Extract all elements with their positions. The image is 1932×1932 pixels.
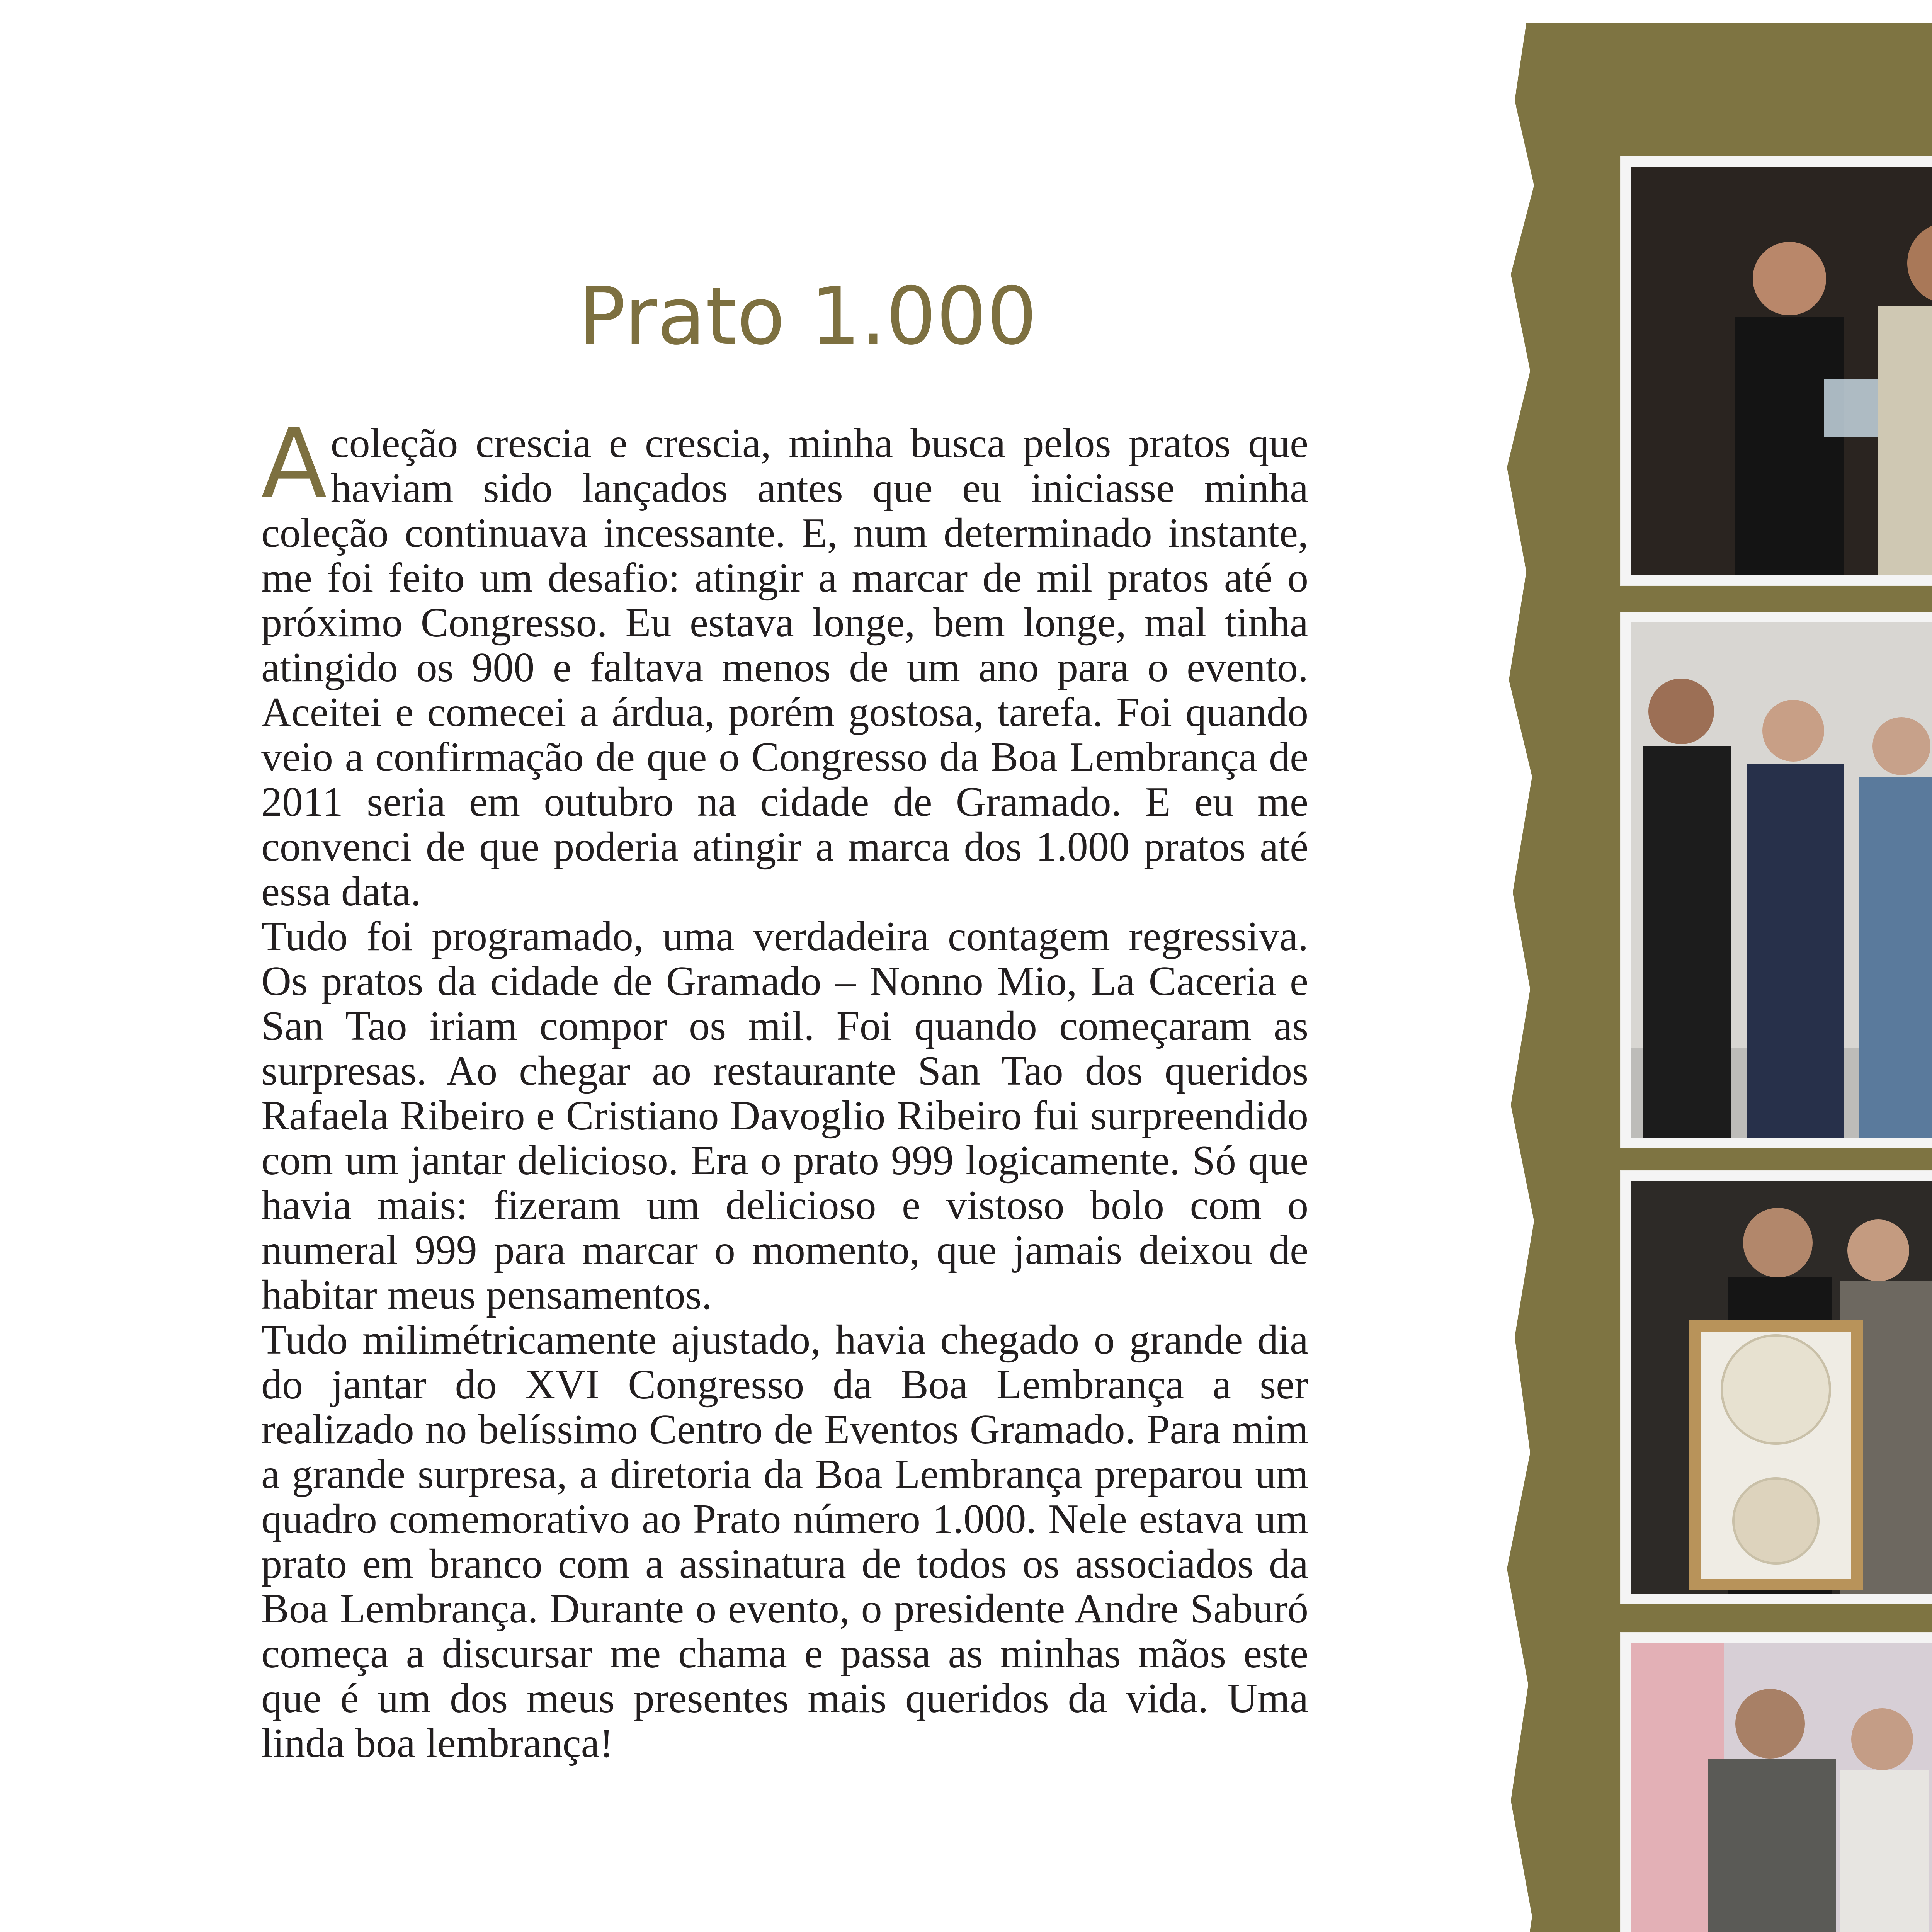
photo-frame-presentation: [1621, 1633, 1932, 1932]
photo-framed-plate: [1621, 1171, 1932, 1604]
framed-plate-figures: [1631, 1181, 1932, 1594]
paragraph-1: [261, 408, 1308, 915]
paragraph-1-text: coleção crescia e crescia, minha busca pelos pratos que haviam sido lançados antes que eu iniciasse minha coleção continuava incessante. E, num determinado instante, me foi feito um desafio: atingir a marcar de mil pratos até o próximo Congresso. Eu estava longe, bem longe, mal tinha atingido os 900 e faltava menos de um ano para o evento. Aceitei e comecei a árdua, porém gostosa, tarefa. Foi quando veio a confirmação de que o Congresso da Boa Lembrança de 2011 seria em outubro na cidade de Gramado. E eu me convenci de que poderia atingir a marca dos 1.000 pratos até essa data.: [261, 420, 1308, 915]
photo-content: [1631, 1643, 1932, 1932]
photo-restaurant-group: [1621, 156, 1932, 585]
article-body: [261, 408, 1308, 1766]
group-figures: [1631, 622, 1932, 1138]
torn-edge: [1503, 23, 1549, 1932]
photo-figures: [1631, 167, 1932, 575]
photo-content: [1631, 622, 1932, 1138]
page-title: Prato 1.000: [578, 270, 1037, 362]
dropcap: A: [261, 408, 327, 519]
photo-content: [1631, 167, 1932, 575]
presentation-figures: [1631, 1643, 1932, 1932]
photo-content: [1631, 1181, 1932, 1594]
photo-large-group: [1621, 612, 1932, 1148]
paragraph-3: Tudo milimétricamente ajustado, havia chegado o grande dia do jantar do XVI Congresso da Boa Lembrança a ser realizado no belíssimo Centro de Eventos Gramado. Para mim a grande surpresa, a diretoria da Boa Lembrança preparou um quadro comemorativo ao Prato número 1.000. Nele estava um prato em branco com a assinatura de todos os associados da Boa Lembrança. Durante o evento, o presidente Andre Saburó começa a discursar me chama e passa as minhas mãos este que é um dos meus presentes mais queridos da vida. Uma linda boa lembrança!: [261, 1317, 1308, 1766]
paragraph-2: Tudo foi programado, uma verdadeira contagem regressiva. Os pratos da cidade de Gramado – Nonno Mio, La Caceria e San Tao iriam compor os mil. Foi quando começaram as surpresas. Ao chegar ao restaurante San Tao dos queridos Rafaela Ribeiro e Cristiano Davoglio Ribeiro fui surpreendido com um jantar delicioso. Era o prato 999 logicamente. Só que havia mais: fizeram um delicioso e vistoso bolo com o numeral 999 para marcar o momento, que jamais deixou de habitar meus pensamentos.: [261, 913, 1308, 1318]
